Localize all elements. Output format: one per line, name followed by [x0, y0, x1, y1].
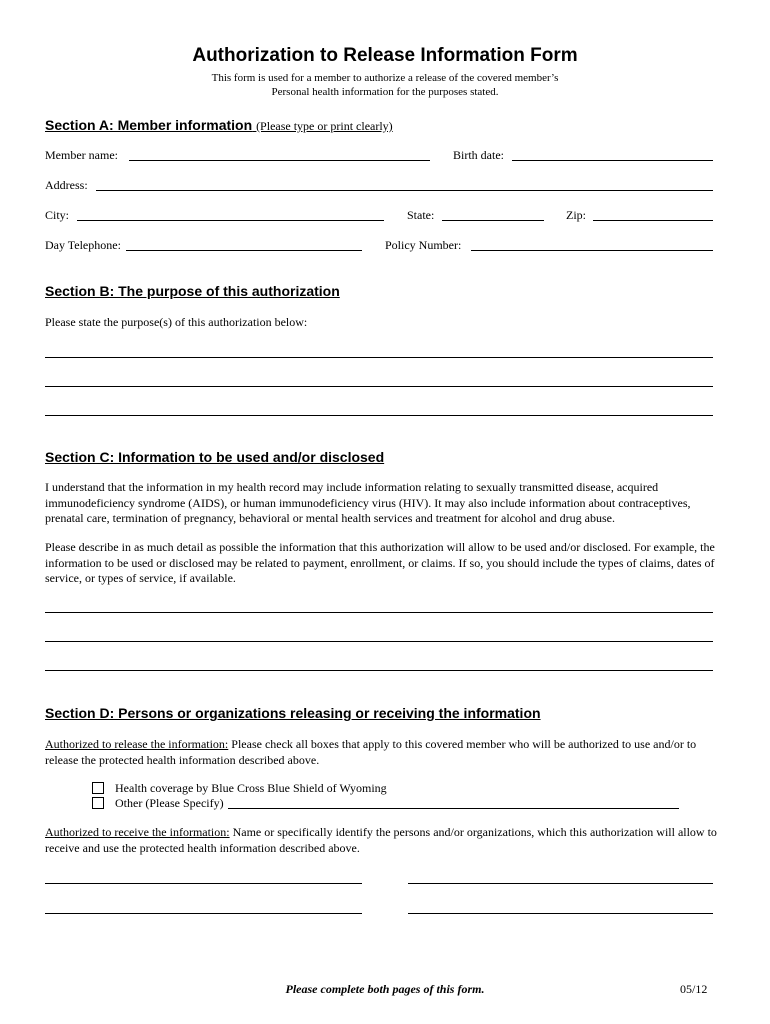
section-b-heading: Section B: The purpose of this authorization	[45, 283, 340, 299]
recipient-line-1-left[interactable]	[45, 883, 362, 884]
state-field[interactable]	[442, 220, 544, 221]
bcbs-option-label: Health coverage by Blue Cross Blue Shield of Wyoming	[115, 781, 387, 795]
receive-paragraph	[45, 825, 730, 856]
zip-label: Zip:	[566, 208, 586, 222]
form-version: 05/12	[680, 982, 708, 996]
day-telephone-label: Day Telephone:	[45, 238, 121, 252]
form-title: Authorization to Release Information Form	[192, 45, 578, 66]
zip-field[interactable]	[593, 220, 713, 221]
receive-text: Name or specifically identify the persons and/or organizations, which this authorization will allow to receive and use the protected health information described above.	[45, 825, 717, 855]
information-line-1[interactable]	[45, 612, 713, 613]
section-a-note: (Please type or print clearly)	[256, 119, 393, 133]
member-name-label: Member name:	[45, 148, 118, 162]
city-label: City:	[45, 208, 70, 222]
other-checkbox[interactable]	[92, 797, 104, 809]
section-c-heading: Section C: Information to be used and/or disclosed	[45, 449, 385, 465]
form-subtitle-line-1: This form is used for a member to authorize a release of the covered member’s	[211, 72, 559, 84]
purpose-line-2[interactable]	[45, 386, 713, 387]
policy-number-field[interactable]	[471, 250, 713, 251]
other-specify-field[interactable]	[228, 808, 679, 809]
information-line-2[interactable]	[45, 641, 713, 642]
section-c-paragraph-2: Please describe in as much detail as possible the information that this authorization will allow to be used and/or disclosed. For example, the information to be used or disclosed may be related to payment, enrollment, or claims. If so, you should include the types of claims, dates of service, or types of service, if available.	[45, 540, 715, 585]
section-b-instruction: Please state the purpose(s) of this authorization below:	[45, 315, 308, 329]
receive-label: Authorized to receive the information:	[45, 825, 230, 839]
recipient-line-1-right[interactable]	[408, 883, 713, 884]
birth-date-field[interactable]	[512, 160, 713, 161]
release-paragraph	[45, 737, 730, 768]
day-telephone-field[interactable]	[126, 250, 362, 251]
section-a-heading	[45, 117, 393, 134]
member-name-field[interactable]	[129, 160, 430, 161]
release-text: Please check all boxes that apply to this covered member who will be authorized to use and/or to release the protected health information described above.	[45, 737, 697, 767]
section-a-title: Section A: Member information	[45, 117, 253, 133]
form-subtitle-line-2: Personal health information for the purposes stated.	[271, 86, 499, 98]
information-line-3[interactable]	[45, 670, 713, 671]
city-field[interactable]	[77, 220, 384, 221]
state-label: State:	[407, 208, 435, 222]
other-option-label: Other (Please Specify)	[115, 796, 224, 810]
section-c-paragraph-1: I understand that the information in my health record may include information relating to sexually transmitted disease, acquired immunodeficiency syndrome (AIDS), or human immunodeficiency virus (HIV). It may also include information about contraceptives, prenatal care, termination of pregnancy, behavioral or mental health services and treatment for alcohol and drug abuse.	[45, 480, 691, 525]
purpose-line-3[interactable]	[45, 415, 713, 416]
recipient-line-2-left[interactable]	[45, 913, 362, 914]
purpose-line-1[interactable]	[45, 357, 713, 358]
policy-number-label: Policy Number:	[385, 238, 462, 252]
release-label: Authorized to release the information:	[45, 737, 229, 751]
address-field[interactable]	[96, 190, 713, 191]
footer-note: Please complete both pages of this form.	[285, 982, 485, 996]
section-d-heading: Section D: Persons or organizations releasing or receiving the information	[45, 705, 541, 721]
address-label: Address:	[45, 178, 88, 192]
bcbs-checkbox[interactable]	[92, 782, 104, 794]
birth-date-label: Birth date:	[453, 148, 504, 162]
recipient-line-2-right[interactable]	[408, 913, 713, 914]
